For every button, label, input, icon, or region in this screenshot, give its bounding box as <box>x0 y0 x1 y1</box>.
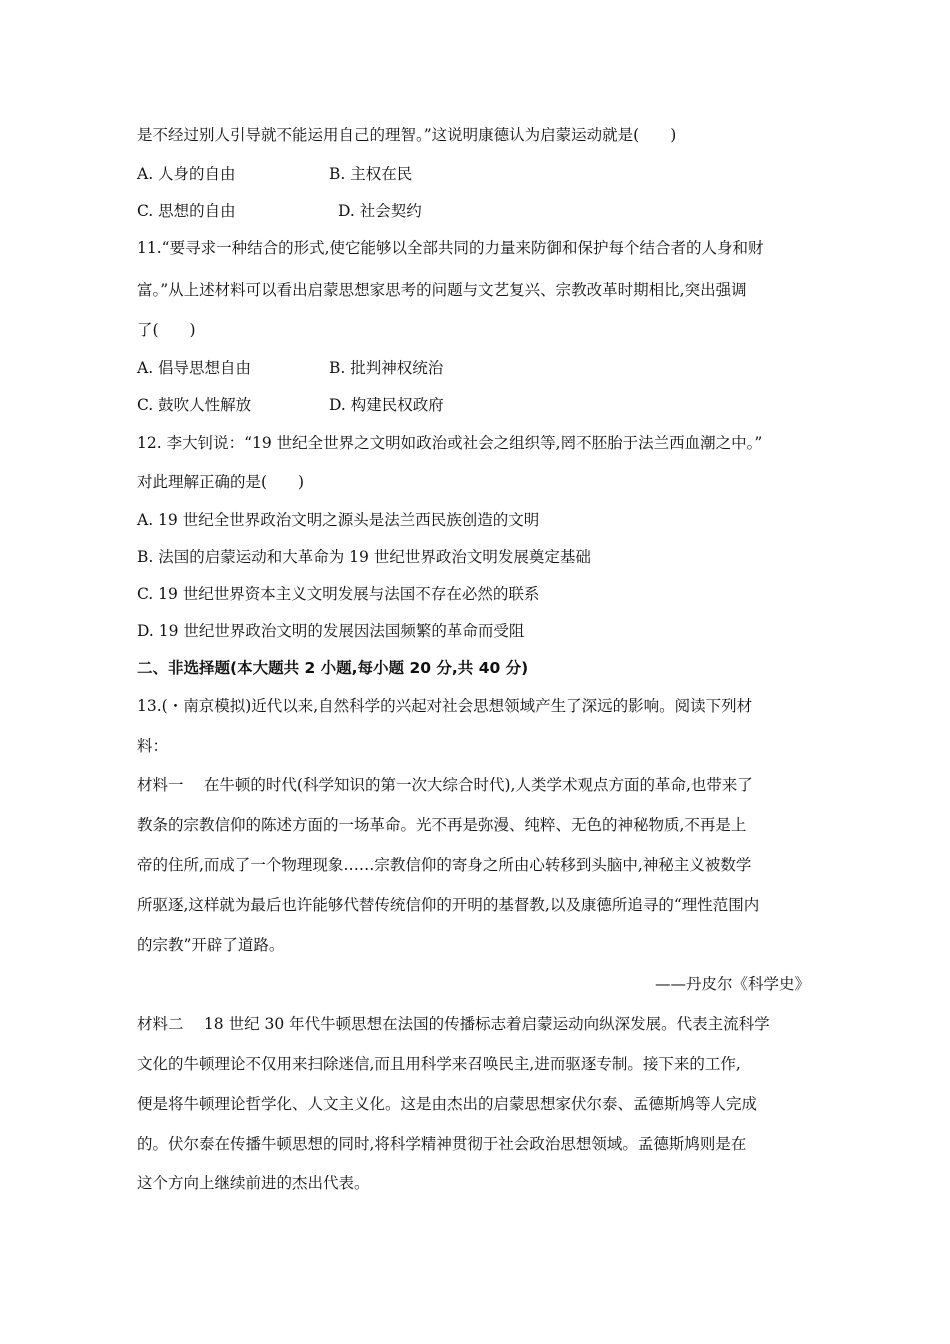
section-heading: 二、非选择题(本大题共 2 小题,每小题 20 分,共 40 分) <box>137 659 529 677</box>
q12-option-a: A. 19 世纪全世界政治文明之源头是法兰西民族创造的文明 <box>137 511 540 529</box>
material1-line1: 材料一 在牛顿的时代(科学知识的第一次大综合时代),人类学术观点方面的革命,也带来了 <box>137 776 753 794</box>
material1-line4: 所驱逐,这样就为最后也许能够代替传统信仰的开明的基督教,以及康德所追寻的“理性范围内 <box>137 896 760 914</box>
q11-stem-line3: 了( ) <box>137 321 196 339</box>
q12-option-d: D. 19 世纪世界政治文明的发展因法国频繁的革命而受阻 <box>137 622 525 640</box>
q13-stem-line2: 料： <box>137 737 169 755</box>
q10-option-b: B. 主权在民 <box>329 165 413 183</box>
q10-option-d: D. 社会契约 <box>338 202 422 220</box>
material1-source: ——丹皮尔《科学史》 <box>654 975 810 993</box>
q10-option-a: A. 人身的自由 <box>137 165 236 183</box>
q11-option-b: B. 批判神权统治 <box>329 359 444 377</box>
material2-line2: 文化的牛顿理论不仅用来扫除迷信,而且用科学来召唤民主,进而驱逐专制。接下来的工作, <box>137 1055 741 1073</box>
q12-stem-line2: 对此理解正确的是( ) <box>137 473 305 491</box>
material2-line3: 便是将牛顿理论哲学化、人文主义化。这是由杰出的启蒙思想家伏尔泰、孟德斯鸠等人完成 <box>137 1095 758 1113</box>
q13-stem-line1: 13.(・南京模拟)近代以来,自然科学的兴起对社会思想领域产生了深远的影响。阅读下列材 <box>137 697 753 715</box>
material1-line5: 的宗教”开辟了道路。 <box>137 936 285 954</box>
q12-option-b: B. 法国的启蒙运动和大革命为 19 世纪世界政治文明发展奠定基础 <box>137 548 591 566</box>
q11-option-a: A. 倡导思想自由 <box>137 359 252 377</box>
material1-line3: 帝的住所,而成了一个物理现象……宗教信仰的寄身之所由心转移到头脑中,神秘主义被数学 <box>137 856 752 874</box>
material2-line5: 这个方向上继续前进的杰出代表。 <box>137 1174 370 1192</box>
q10-stem: 是不经过别人引导就不能运用自己的理智。”这说明康德认为启蒙运动就是( ) <box>137 126 677 144</box>
material2-line1: 材料二 18 世纪 30 年代牛顿思想在法国的传播标志着启蒙运动向纵深发展。代表主流科学 <box>137 1015 770 1033</box>
q11-option-c: C. 鼓吹人性解放 <box>137 396 252 414</box>
q11-option-d: D. 构建民权政府 <box>329 396 444 414</box>
q11-stem-line2: 富。”从上述材料可以看出启蒙思想家思考的问题与文艺复兴、宗教改革时期相比,突出强调 <box>137 281 747 299</box>
q12-stem-line1: 12. 李大钊说：“19 世纪全世界之文明如政治或社会之组织等,罔不胚胎于法兰西血潮之中。” <box>137 434 763 452</box>
material1-line2: 教条的宗教信仰的陈述方面的一场革命。光不再是弥漫、纯粹、无色的神秘物质,不再是上 <box>137 816 747 834</box>
q12-option-c: C. 19 世纪世界资本主义文明发展与法国不存在必然的联系 <box>137 585 540 603</box>
material2-line4: 的。伏尔泰在传播牛顿思想的同时,将科学精神贯彻于社会政治思想领域。孟德斯鸠则是在 <box>137 1135 747 1153</box>
q11-stem-line1: 11.“要寻求一种结合的形式,使它能够以全部共同的力量来防御和保护每个结合者的人身和财 <box>137 239 764 257</box>
q10-option-c: C. 思想的自由 <box>137 202 236 220</box>
